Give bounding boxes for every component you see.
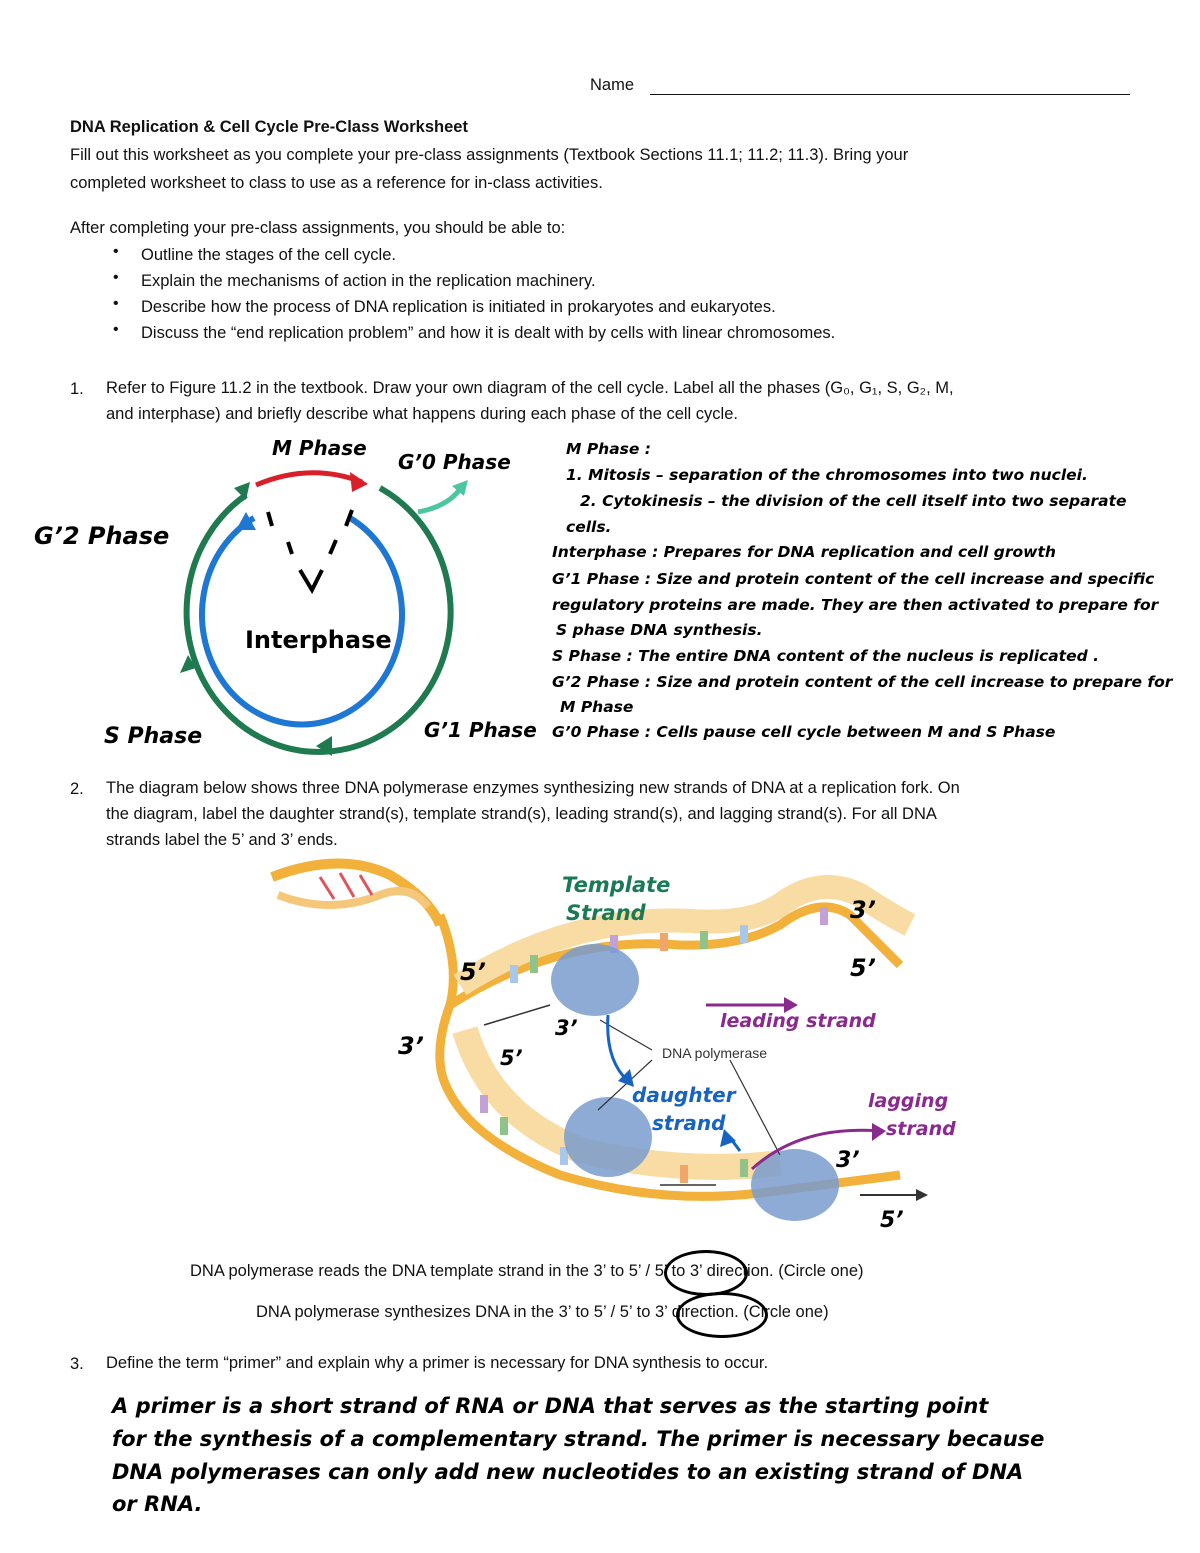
dna-polymerase-middle <box>564 1097 652 1177</box>
option-5-to-3[interactable]: 5’ to 3’ <box>654 1262 703 1280</box>
bullet: • <box>113 243 119 260</box>
base <box>510 965 518 983</box>
option-5-to-3[interactable]: 5’ to 3’ <box>619 1303 668 1321</box>
name-label: Name <box>590 76 635 94</box>
question-3-number: 3. <box>70 1355 84 1373</box>
answer-line: 2. Cytokinesis – the division of the cell itself into two separate <box>580 492 1127 510</box>
answer-line: A primer is a short strand of RNA or DNA that serves as the starting point <box>112 1394 989 1418</box>
answer-line: G’1 Phase : Size and protein content of the cell increase and specific <box>552 570 1155 588</box>
name-field-line[interactable] <box>650 94 1130 95</box>
v-mark <box>300 570 322 590</box>
tick-mark <box>346 510 352 526</box>
sentence-text: DNA polymerase reads the DNA template strand in the <box>190 1262 594 1280</box>
base <box>740 1159 748 1177</box>
label-3-prime-bottom: 3’ <box>836 1148 860 1173</box>
leading-strand-label: leading strand <box>720 1010 876 1032</box>
objective-item: Discuss the “end replication problem” and how it is dealt with by cells with linear chromosomes. <box>141 324 836 342</box>
objective-item: Outline the stages of the cell cycle. <box>141 246 396 264</box>
daughter-label-2: strand <box>652 1111 726 1135</box>
bullet: • <box>113 295 119 312</box>
tick-mark <box>288 542 292 554</box>
answer-line: regulatory proteins are made. They are then activated to prepare for <box>552 596 1159 614</box>
question-1-line-1: Refer to Figure 11.2 in the textbook. Draw your own diagram of the cell cycle. Label all the phases (G₀, G₁, S, G₂, M, <box>106 379 954 397</box>
answer-line: M Phase <box>560 698 634 716</box>
label-5-prime-upper-left: 5’ <box>460 958 486 986</box>
g2-phase-label: G’2 Phase <box>34 522 170 550</box>
g0-phase-label: G’0 Phase <box>398 450 511 474</box>
answer-circle-read <box>664 1250 748 1296</box>
answer-line: or RNA. <box>112 1492 203 1516</box>
label-3-prime-left: 3’ <box>398 1032 424 1060</box>
polymerase-pointer <box>730 1060 780 1155</box>
template-label-2: Strand <box>566 901 646 925</box>
g1-phase-label: G’1 Phase <box>424 718 537 742</box>
answer-line: for the synthesis of a complementary strand. The primer is necessary because <box>112 1427 1045 1451</box>
question-2-line-1: The diagram below shows three DNA polymerase enzymes synthesizing new strands of DNA at a replication fork. On <box>106 779 960 797</box>
question-2-line-3: strands label the 5’ and 3’ ends. <box>106 831 338 849</box>
separator: / <box>640 1262 655 1280</box>
sentence-text: direction. (Circle one) <box>667 1303 829 1321</box>
answer-line: cells. <box>566 518 612 536</box>
daughter-strand-arrow <box>608 1015 628 1081</box>
m-phase-arrowhead <box>350 472 368 492</box>
answer-line: DNA polymerases can only add new nucleotides to an existing strand of DNA <box>112 1460 1024 1484</box>
direction-arrow <box>484 1005 550 1025</box>
separator: / <box>606 1303 620 1321</box>
lagging-label-2: strand <box>886 1118 956 1140</box>
objective-item: Describe how the process of DNA replication is initiated in prokaryotes and eukaryotes. <box>141 298 776 316</box>
label-3-prime-top-right: 3’ <box>850 896 876 924</box>
direction-arrowhead <box>916 1189 928 1201</box>
m-phase-arrow <box>256 473 362 485</box>
answer-line: G’2 Phase : Size and protein content of the cell increase to prepare for <box>552 673 1173 691</box>
label-5-prime-top-right: 5’ <box>850 954 876 982</box>
answer-line: S Phase : The entire DNA content of the nucleus is replicated . <box>552 647 1099 665</box>
option-3-to-5[interactable]: 3’ to 5’ <box>593 1262 641 1280</box>
base <box>480 1095 488 1113</box>
objectives-lead: After completing your pre-class assignments, you should be able to: <box>70 219 566 237</box>
lagging-strand-arrowhead <box>872 1123 886 1141</box>
question-2-line-2: the diagram, label the daughter strand(s), template strand(s), leading strand(s), and lagging strand(s). For all DNA <box>106 805 937 823</box>
base <box>660 933 668 951</box>
read-direction-sentence <box>190 1258 863 1284</box>
s-phase-label: S Phase <box>104 724 203 749</box>
interphase-label: Interphase <box>245 626 392 654</box>
outer-cycle-arc <box>187 488 451 752</box>
label-5-prime-bottom: 5’ <box>880 1208 904 1233</box>
dna-polymerase-top <box>551 944 639 1016</box>
answer-line: 1. Mitosis – separation of the chromosomes into two nuclei. <box>566 466 1088 484</box>
objective-item: Explain the mechanisms of action in the replication machinery. <box>141 272 596 290</box>
answer-line: S phase DNA synthesis. <box>556 621 763 639</box>
worksheet-title: DNA Replication & Cell Cycle Pre-Class Worksheet <box>70 118 468 136</box>
m-phase-label: M Phase <box>272 436 367 460</box>
intro-line-2: completed worksheet to class to use as a reference for in-class activities. <box>70 174 603 192</box>
inner-cycle-arc <box>202 518 402 724</box>
lagging-label-1: lagging <box>868 1090 949 1112</box>
question-3-line-1: Define the term “primer” and explain why a primer is necessary for DNA synthesis to occur. <box>106 1354 769 1372</box>
answer-circle-synthesis <box>676 1292 768 1338</box>
base <box>500 1117 508 1135</box>
label-5-prime-left-mid: 5’ <box>500 1046 523 1070</box>
question-1-number: 1. <box>70 380 84 398</box>
tick-mark <box>268 512 272 526</box>
sentence-text: direction. (Circle one) <box>702 1262 864 1280</box>
answer-line: M Phase : <box>566 440 652 458</box>
answer-line: Interphase : Prepares for DNA replication and cell growth <box>552 543 1056 561</box>
bullet: • <box>113 321 119 338</box>
daughter-label-1: daughter <box>632 1083 736 1107</box>
dna-polymerase-label: DNA polymerase <box>662 1045 768 1061</box>
intro-line-1: Fill out this worksheet as you complete your pre-class assignments (Textbook Sections 11.1; 11.2; 11.3). Bring your <box>70 146 909 164</box>
helix-rungs <box>320 873 372 899</box>
sentence-text: DNA polymerase synthesizes DNA in the <box>256 1303 559 1321</box>
option-3-to-5[interactable]: 3’ to 5’ <box>558 1303 607 1321</box>
base <box>530 955 538 973</box>
g0-arrow <box>418 486 462 512</box>
base <box>680 1165 688 1183</box>
label-3-prime-mid: 3’ <box>555 1016 578 1040</box>
base <box>820 907 828 925</box>
question-2-number: 2. <box>70 780 84 798</box>
answer-line: G’0 Phase : Cells pause cell cycle between M and S Phase <box>552 723 1056 741</box>
base <box>740 925 748 943</box>
tick-mark <box>330 540 336 554</box>
bullet: • <box>113 269 119 286</box>
question-1-line-2: and interphase) and briefly describe what happens during each phase of the cell cycle. <box>106 405 738 423</box>
template-label-1: Template <box>562 873 671 897</box>
base <box>700 931 708 949</box>
